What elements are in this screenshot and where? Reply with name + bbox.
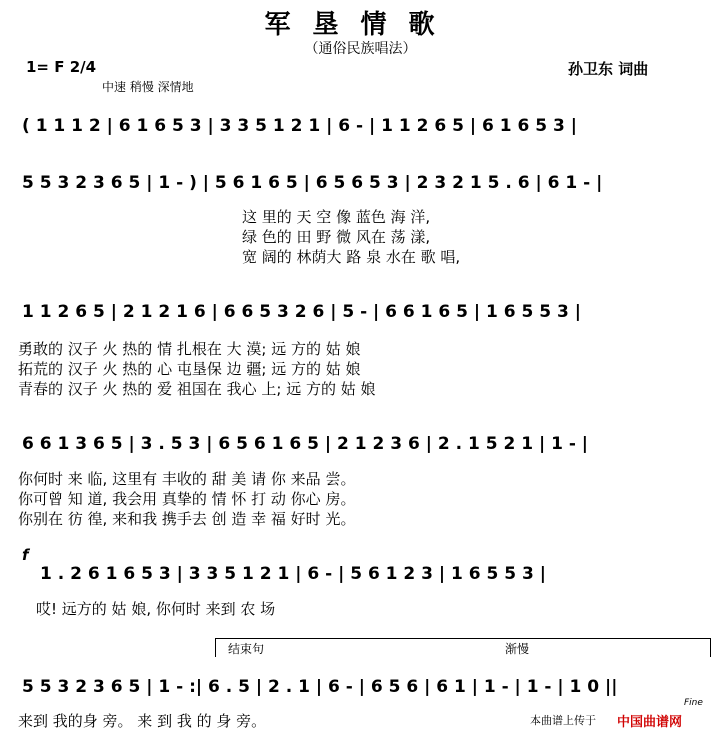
page-title: 军垦情歌 bbox=[264, 10, 457, 40]
credit: 孙卫东 词曲 bbox=[568, 60, 649, 78]
lyric-line-4-verse-2: 你可曾 知 道, 我会用 真挚的 情 怀 打 动 你心 房。 bbox=[18, 490, 356, 508]
lyric-line-3-verse-3: 青春的 汉子 火 热的 爱 祖国在 我心 上; 远 方的 姑 娘 bbox=[18, 380, 376, 398]
lyric-line-2-verse-1: 这 里的 天 空 像 蓝色 海 洋, bbox=[242, 208, 431, 226]
key-signature: 1= F 2/4 bbox=[26, 58, 97, 76]
dynamic-marking: f bbox=[22, 546, 29, 564]
lyric-line-2-verse-2: 绿 色的 田 野 微 风在 荡 漾, bbox=[242, 228, 431, 246]
subtitle: （通俗民族唱法） bbox=[304, 41, 417, 57]
lyric-line-5: 哎! 远方的 姑 娘, 你何时 来到 农 场 bbox=[36, 600, 276, 618]
notation-line-5: 1 . 2 6 1 6 5 3 | 3 3 5 1 2 1 | 6 - | 5 6 1 2 3 | 1 6 5 5 3 | bbox=[40, 564, 546, 584]
lyric-line-2-verse-3: 宽 阔的 林荫大 路 泉 水在 歌 唱, bbox=[242, 248, 461, 266]
ending-label: 结束句 bbox=[228, 642, 265, 656]
upload-note: 本曲谱上传于 bbox=[530, 714, 596, 727]
fine-label: Fine bbox=[684, 698, 703, 708]
lyric-line-6: 来到 我的身 旁。 来 到 我 的 身 旁。 bbox=[18, 712, 267, 730]
rit-label: 渐慢 bbox=[505, 642, 530, 656]
lyric-line-3-verse-1: 勇敢的 汉子 火 热的 情 扎根在 大 漠; 远 方的 姑 娘 bbox=[18, 340, 361, 358]
tempo-marking: 中速 稍慢 深情地 bbox=[102, 80, 194, 94]
lyric-line-4-verse-1: 你何时 来 临, 这里有 丰收的 甜 美 请 你 来品 尝。 bbox=[18, 470, 356, 488]
lyric-line-4-verse-3: 你别在 彷 徨, 来和我 携手去 创 造 幸 福 好时 光。 bbox=[18, 510, 356, 528]
notation-line-2: 5 5 3 2 3 6 5 | 1 - ) | 5 6 1 6 5 | 6 5 6 5 3 | 2 3 2 1 5 . 6 | 6 1 - | bbox=[22, 173, 603, 193]
lyric-line-3-verse-2: 拓荒的 汉子 火 热的 心 屯垦保 边 疆; 远 方的 姑 娘 bbox=[18, 360, 361, 378]
ending-bracket bbox=[215, 638, 711, 657]
notation-line-4: 6 6 1 3 6 5 | 3 . 5 3 | 6 5 6 1 6 5 | 2 1 2 3 6 | 2 . 1 5 2 1 | 1 - | bbox=[22, 434, 588, 454]
notation-line-1: ( 1 1 1 2 | 6 1 6 5 3 | 3 3 5 1 2 1 | 6 - | 1 1 2 6 5 | 6 1 6 5 3 | bbox=[22, 116, 577, 136]
notation-line-3: 1 1 2 6 5 | 2 1 2 1 6 | 6 6 5 3 2 6 | 5 - | 6 6 1 6 5 | 1 6 5 5 3 | bbox=[22, 302, 581, 322]
notation-line-6: 5 5 3 2 3 6 5 | 1 - :| 6 . 5 | 2 . 1 | 6 - | 6 5 6 | 6 1 | 1 - | 1 - | 1 0 || bbox=[22, 677, 618, 697]
site-logo: 中国曲谱网 bbox=[617, 715, 683, 730]
